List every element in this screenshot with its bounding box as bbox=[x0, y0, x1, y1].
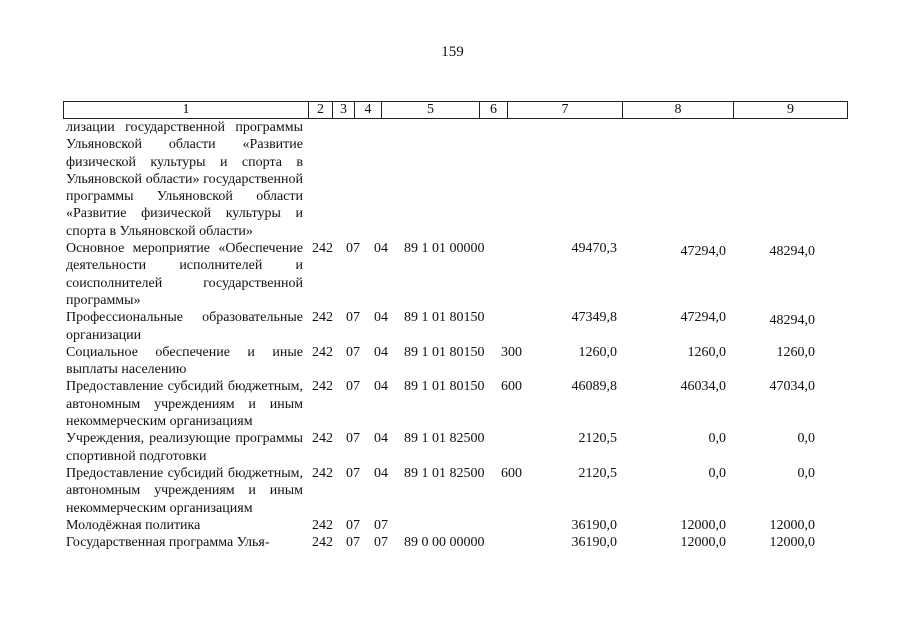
table-row bbox=[66, 309, 866, 344]
cell-amount-2: 47294,0 bbox=[680, 310, 726, 326]
cell-amount-1: 2120,5 bbox=[578, 465, 617, 481]
table-row bbox=[66, 430, 866, 465]
cell-amount-2: 0,0 bbox=[708, 465, 726, 481]
cell-subsection: 07 bbox=[374, 517, 388, 533]
cell-amount-3: 47034,0 bbox=[769, 379, 815, 395]
cell-subsection: 04 bbox=[374, 431, 388, 447]
cell-subsection: 04 bbox=[374, 379, 388, 395]
cell-ministry: 242 bbox=[312, 431, 333, 447]
cell-amount-3: 1260,0 bbox=[776, 344, 815, 360]
cell-target-article: 89 1 01 80150 bbox=[404, 344, 485, 360]
cell-subsection: 04 bbox=[374, 344, 388, 360]
table-row bbox=[66, 344, 866, 379]
budget-table-body bbox=[66, 119, 866, 551]
cell-amount-2: 46034,0 bbox=[680, 379, 726, 395]
cell-subsection: 04 bbox=[374, 310, 388, 326]
column-number-8: 8 bbox=[623, 102, 734, 118]
cell-section: 07 bbox=[346, 517, 360, 533]
cell-amount-1: 49470,3 bbox=[571, 241, 617, 257]
table-row bbox=[66, 534, 866, 551]
column-number-6: 6 bbox=[480, 102, 508, 118]
cell-expense-type: 300 bbox=[501, 344, 522, 360]
row-name: лизации государственной программы Ульяновской области «Развитие физической культуры и спорта в Ульяновской области» государственной программы Ульяновской области «Развитие физической культуры и спорта в Ульяновской области» bbox=[66, 120, 303, 239]
cell-section: 07 bbox=[346, 465, 360, 481]
row-name: Государственная программа Улья- bbox=[66, 535, 270, 551]
cell-amount-1: 2120,5 bbox=[578, 431, 617, 447]
cell-amount-1: 36190,0 bbox=[571, 517, 617, 533]
cell-target-article: 89 0 00 00000 bbox=[404, 535, 485, 551]
cell-subsection: 04 bbox=[374, 241, 388, 257]
cell-amount-1: 46089,8 bbox=[571, 379, 617, 395]
cell-amount-1: 47349,8 bbox=[571, 310, 617, 326]
cell-expense-type: 600 bbox=[501, 465, 522, 481]
row-name: Основное мероприятие «Обеспечение деятельности исполнителей и соисполнителей государственной программы» bbox=[66, 241, 303, 308]
cell-ministry: 242 bbox=[312, 344, 333, 360]
cell-ministry: 242 bbox=[312, 465, 333, 481]
row-name: Предоставление субсидий бюджетным, автономным учреждениям и иным некоммерческим организациям bbox=[66, 379, 303, 430]
cell-section: 07 bbox=[346, 310, 360, 326]
cell-ministry: 242 bbox=[312, 517, 333, 533]
table-row bbox=[66, 119, 866, 240]
cell-target-article: 89 1 01 80150 bbox=[404, 310, 485, 326]
cell-amount-2: 0,0 bbox=[708, 431, 726, 447]
column-number-9: 9 bbox=[787, 102, 794, 117]
cell-subsection: 07 bbox=[374, 535, 388, 551]
cell-ministry: 242 bbox=[312, 535, 333, 551]
cell-amount-3: 0,0 bbox=[797, 465, 815, 481]
row-name: Учреждения, реализующие программы спортивной подготовки bbox=[66, 431, 303, 464]
table-row bbox=[66, 240, 866, 309]
cell-section: 07 bbox=[346, 241, 360, 257]
cell-amount-2: 1260,0 bbox=[687, 344, 726, 360]
page-number: 159 bbox=[441, 44, 464, 60]
table-row bbox=[66, 465, 866, 517]
cell-expense-type: 600 bbox=[501, 379, 522, 395]
cell-target-article: 89 1 01 80150 bbox=[404, 379, 485, 395]
row-name: Профессиональные образовательные организации bbox=[66, 310, 303, 343]
cell-section: 07 bbox=[346, 344, 360, 360]
cell-ministry: 242 bbox=[312, 310, 333, 326]
column-number-4: 4 bbox=[355, 102, 382, 118]
cell-section: 07 bbox=[346, 379, 360, 395]
cell-amount-3: 48294,0 bbox=[769, 313, 815, 329]
column-number-2: 2 bbox=[309, 102, 333, 118]
cell-amount-3: 12000,0 bbox=[769, 517, 815, 533]
cell-amount-2: 47294,0 bbox=[680, 244, 726, 260]
cell-amount-1: 36190,0 bbox=[571, 535, 617, 551]
row-name: Социальное обеспечение и иные выплаты населению bbox=[66, 344, 303, 378]
row-name: Молодёжная политика bbox=[66, 517, 201, 533]
cell-target-article: 89 1 01 82500 bbox=[404, 465, 485, 481]
cell-ministry: 242 bbox=[312, 241, 333, 257]
cell-subsection: 04 bbox=[374, 465, 388, 481]
cell-target-article: 89 1 01 82500 bbox=[404, 431, 485, 447]
cell-section: 07 bbox=[346, 431, 360, 447]
cell-amount-3: 12000,0 bbox=[769, 535, 815, 551]
cell-amount-3: 48294,0 bbox=[769, 244, 815, 260]
table-column-numbers bbox=[63, 101, 848, 119]
cell-ministry: 242 bbox=[312, 379, 333, 395]
column-number-5: 5 bbox=[382, 102, 480, 118]
column-number-1: 1 bbox=[64, 102, 309, 118]
row-name: Предоставление субсидий бюджетным, автономным учреждениям и иным некоммерческим организациям bbox=[66, 465, 303, 516]
cell-amount-2: 12000,0 bbox=[680, 535, 726, 551]
cell-amount-2: 12000,0 bbox=[680, 517, 726, 533]
cell-target-article: 89 1 01 00000 bbox=[404, 241, 485, 257]
column-number-3: 3 bbox=[333, 102, 355, 118]
table-row bbox=[66, 378, 866, 430]
cell-section: 07 bbox=[346, 535, 360, 551]
cell-amount-1: 1260,0 bbox=[578, 344, 617, 360]
column-number-7: 7 bbox=[508, 102, 623, 118]
cell-amount-3: 0,0 bbox=[797, 431, 815, 447]
table-row bbox=[66, 517, 866, 534]
